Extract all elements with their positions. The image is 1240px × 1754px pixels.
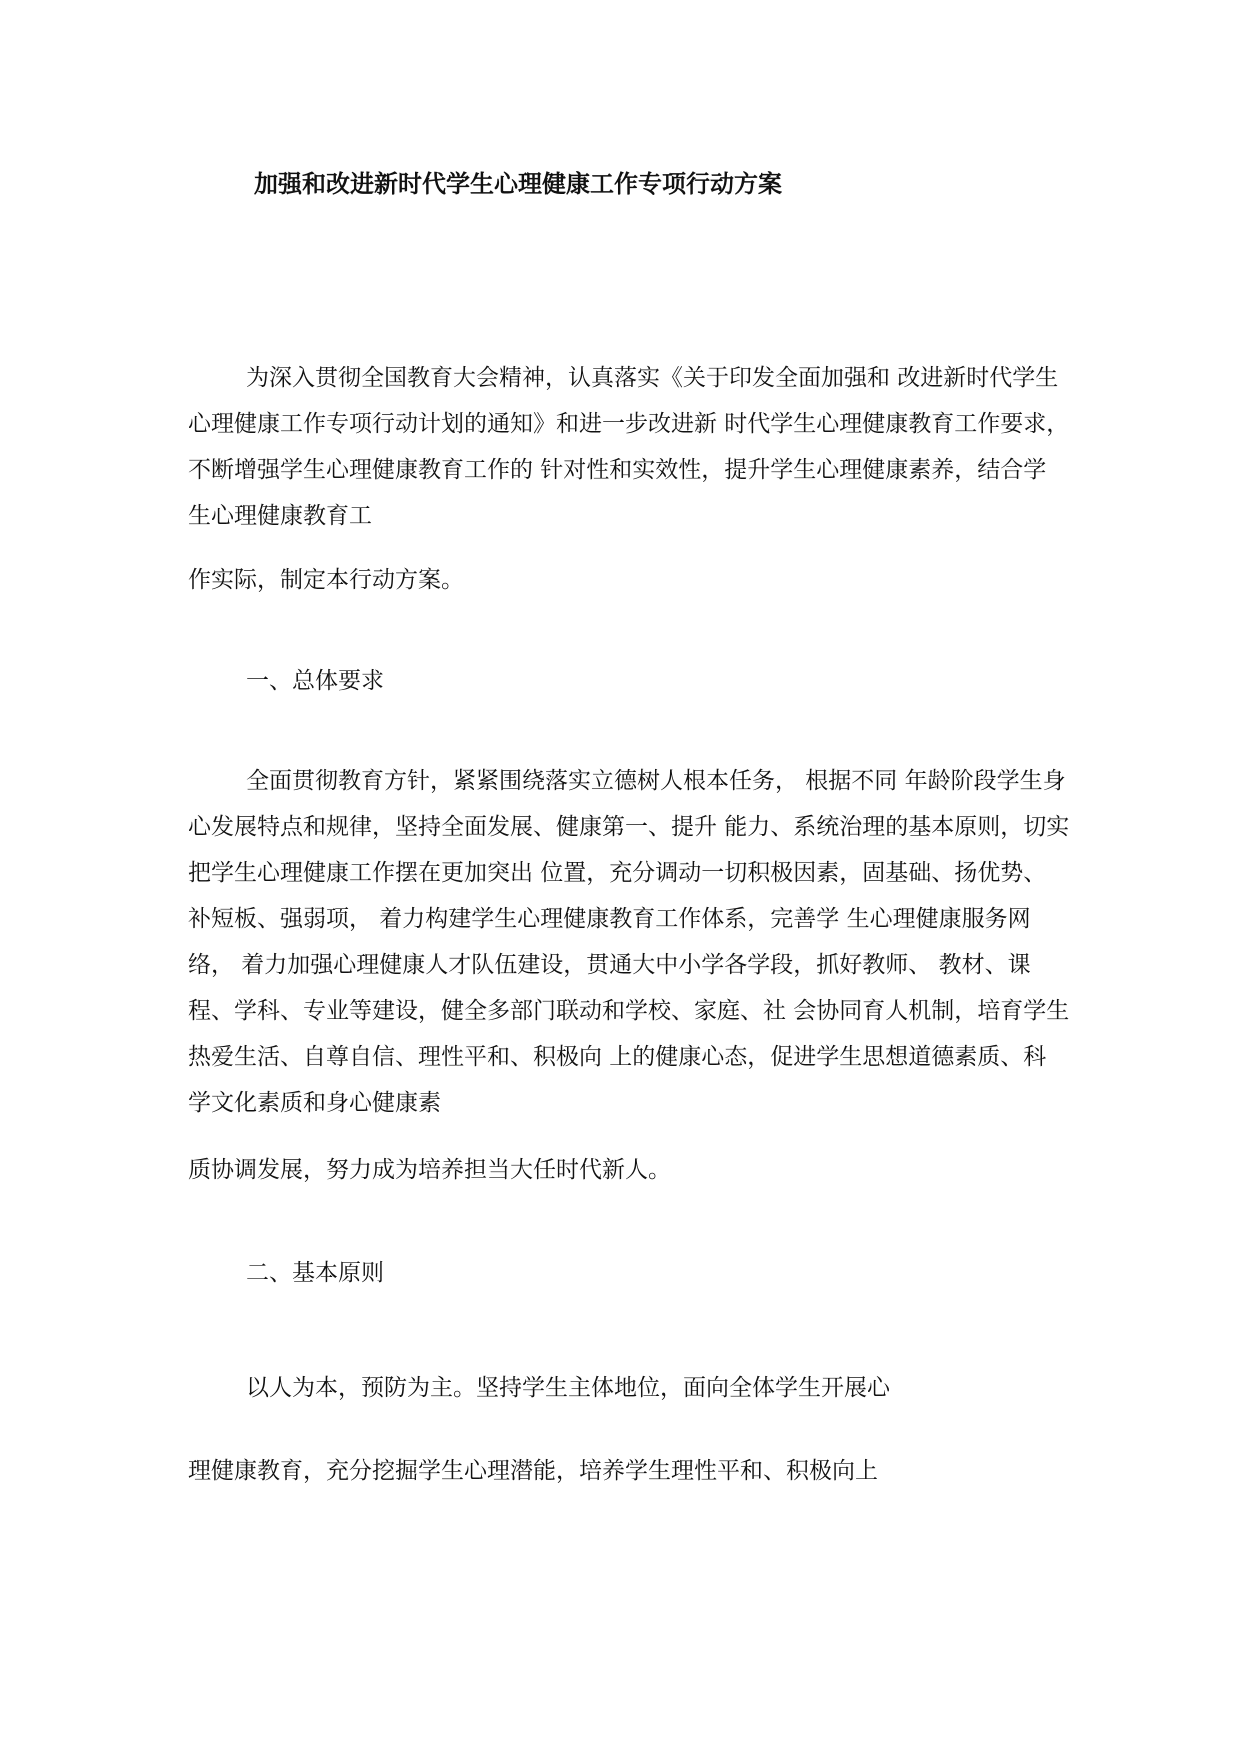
paragraph-line: 为深入贯彻全国教育大会精神，认真落实《关于印发全面加强和 改进新时代学生 — [246, 365, 1059, 391]
section1-paragraph — [188, 758, 1068, 1126]
paragraph-line: 补短板、强弱项， 着力构建学生心理健康教育工作体系，完善学 生心理健康服务网 — [188, 906, 1031, 932]
paragraph-line: 学文化素质和身心健康素 — [188, 1090, 441, 1116]
paragraph-line: 心理健康工作专项行动计划的通知》和进一步改进新 时代学生心理健康教育工作要求， — [188, 411, 1070, 437]
document-title: 加强和改进新时代学生心理健康工作专项行动方案 — [254, 170, 782, 198]
paragraph-line: 作实际，制定本行动方案。 — [188, 567, 464, 593]
section2-line-2 — [188, 1448, 1068, 1494]
paragraph-line: 生心理健康教育工 — [188, 503, 372, 529]
section2-line-1 — [188, 1365, 1068, 1411]
section-heading-1: 一、总体要求 — [246, 668, 384, 694]
intro-paragraph — [188, 355, 1068, 539]
section1-continuation — [188, 1147, 1068, 1193]
paragraph-line: 不断增强学生心理健康教育工作的 针对性和实效性，提升学生心理健康素养，结合学 — [188, 457, 1047, 483]
paragraph-line: 以人为本，预防为主。坚持学生主体地位，面向全体学生开展心 — [246, 1375, 890, 1401]
paragraph-line: 全面贯彻教育方针，紧紧围绕落实立德树人根本任务， 根据不同 年龄阶段学生身 — [246, 768, 1066, 794]
section-heading-2: 二、基本原则 — [246, 1260, 384, 1286]
paragraph-line: 把学生心理健康工作摆在更加突出 位置，充分调动一切积极因素，固基础、扬优势、 — [188, 860, 1047, 886]
paragraph-line: 程、学科、专业等建设，健全多部门联动和学校、家庭、社 会协同育人机制，培育学生 — [188, 998, 1070, 1024]
paragraph-line: 热爱生活、自尊自信、理性平和、积极向 上的健康心态，促进学生思想道德素质、科 — [188, 1044, 1047, 1070]
intro-continuation — [188, 557, 1068, 603]
paragraph-line: 质协调发展，努力成为培养担当大任时代新人。 — [188, 1157, 671, 1183]
paragraph-line: 心发展特点和规律，坚持全面发展、健康第一、提升 能力、系统治理的基本原则，切实 — [188, 814, 1070, 840]
paragraph-line: 理健康教育，充分挖掘学生心理潜能，培养学生理性平和、积极向上 — [188, 1458, 878, 1484]
paragraph-line: 络， 着力加强心理健康人才队伍建设，贯通大中小学各学段，抓好教师、 教材、课 — [188, 952, 1031, 978]
